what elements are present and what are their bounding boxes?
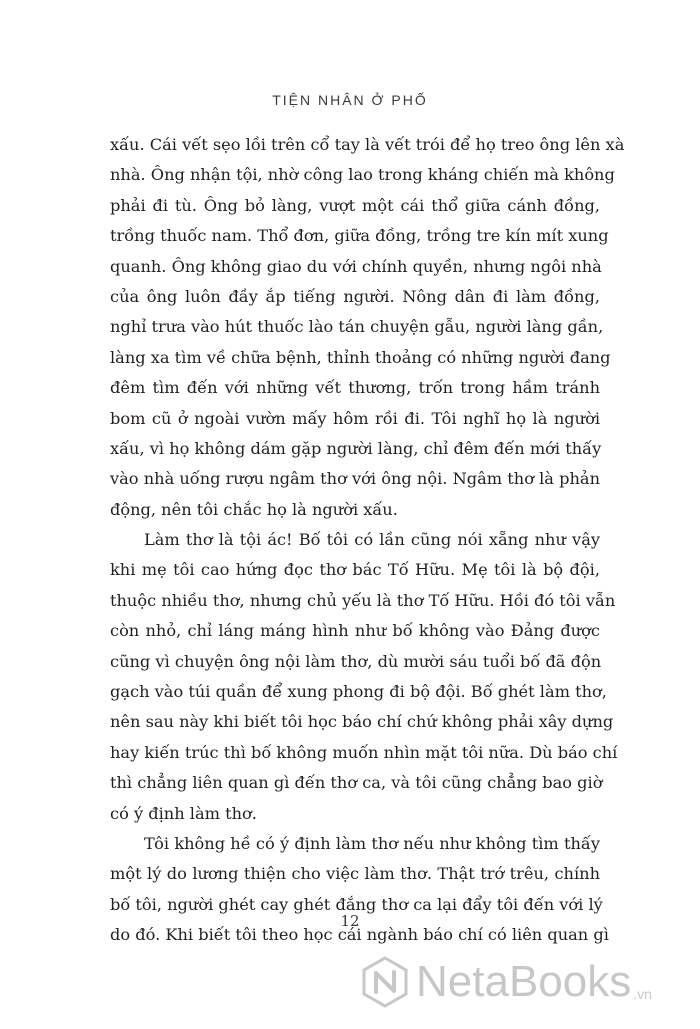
text-line: hay kiến trúc thì bố không muốn nhìn mặt tôi nữa. Dù báo chí [110,742,618,762]
text-line: gạch vào túi quần để xung phong đi bộ đội. Bố ghét làm thơ, [110,682,607,702]
text-line: vào nhà uống rượu ngâm thơ với ông nội. Ngâm thơ là phản [110,469,600,489]
text-line: một lý do lương thiện cho việc làm thơ. Thật trớ trêu, chính [110,864,600,884]
text-line: có ý định làm thơ. [110,803,257,823]
running-title: TIỆN NHÂN Ở PHỐ [272,92,428,108]
text-line: do đó. Khi biết tôi theo học cái ngành báo chí có liên quan gì [110,925,609,945]
text-line: phải đi tù. Ông bỏ làng, vượt một cái thổ giữa cánh đồng, [110,195,600,215]
page-number: 12 [340,912,360,930]
paragraph [110,829,609,951]
paragraph [110,130,625,525]
text-line: nên sau này khi biết tôi học báo chí chứ không phải xây dựng [110,712,614,732]
text-line: quanh. Ông không giao du với chính quyền, nhưng ngôi nhà [110,256,602,276]
text-line: của ông luôn đầy ắp tiếng người. Nông dân đi làm đồng, [110,286,600,306]
text-line: động, nên tôi chắc họ là người xấu. [110,499,398,519]
text-line: trồng thuốc nam. Thổ đơn, giữa đồng, trồng tre kín mít xung [110,226,609,246]
text-line: Làm thơ là tội ác! Bố tôi có lần cũng nói xẵng như vậy [144,530,600,550]
text-line: cũng vì chuyện ông nội làm thơ, dù mười sáu tuổi bố đã độn [110,651,602,671]
text-line: bom cũ ở ngoài vườn mấy hôm rồi đi. Tôi nghĩ họ là người [110,408,600,428]
watermark-brand: NetaBooks [416,957,632,1006]
text-line: Tôi không hề có ý định làm thơ nếu như không tìm thấy [144,833,600,853]
body-text [110,130,625,951]
text-line: nghỉ trưa vào hút thuốc lào tán chuyện gẫu, người làng gần, [110,317,604,337]
text-line: khi mẹ tôi cao hứng đọc thơ bác Tố Hữu. Mẹ tôi là bộ đội, [110,560,600,580]
netabooks-logo-icon [362,956,408,1008]
text-line: xấu. Cái vết sẹo lồi trên cổ tay là vết trói để họ treo ông lên xà [110,135,625,154]
text-line: bố tôi, người ghét cay ghét đắng thơ ca lại đẩy tôi đến với lý [110,894,603,914]
paragraph [110,525,618,829]
text-line: nhà. Ông nhận tội, nhờ công lao trong kháng chiến mà không [110,165,615,185]
text-line: đêm tìm đến với những vết thương, trốn trong hầm tránh [110,378,600,398]
text-line: thì chẳng liên quan gì đến thơ ca, và tôi cũng chẳng bao giờ [110,773,603,793]
text-line: còn nhỏ, chỉ láng máng hình như bố không vào Đảng được [110,621,600,641]
watermark-suffix: .vn [633,986,652,1002]
text-line: làng xa tìm về chữa bệnh, thỉnh thoảng có những người đang [110,347,611,367]
text-line: thuộc nhiều thơ, nhưng chủ yếu là thơ Tố Hữu. Hồi đó tôi vẫn [110,590,616,610]
text-line: xấu, vì họ không dám gặp người làng, chỉ đêm đến mới thấy [110,438,602,458]
watermark [362,952,692,1012]
